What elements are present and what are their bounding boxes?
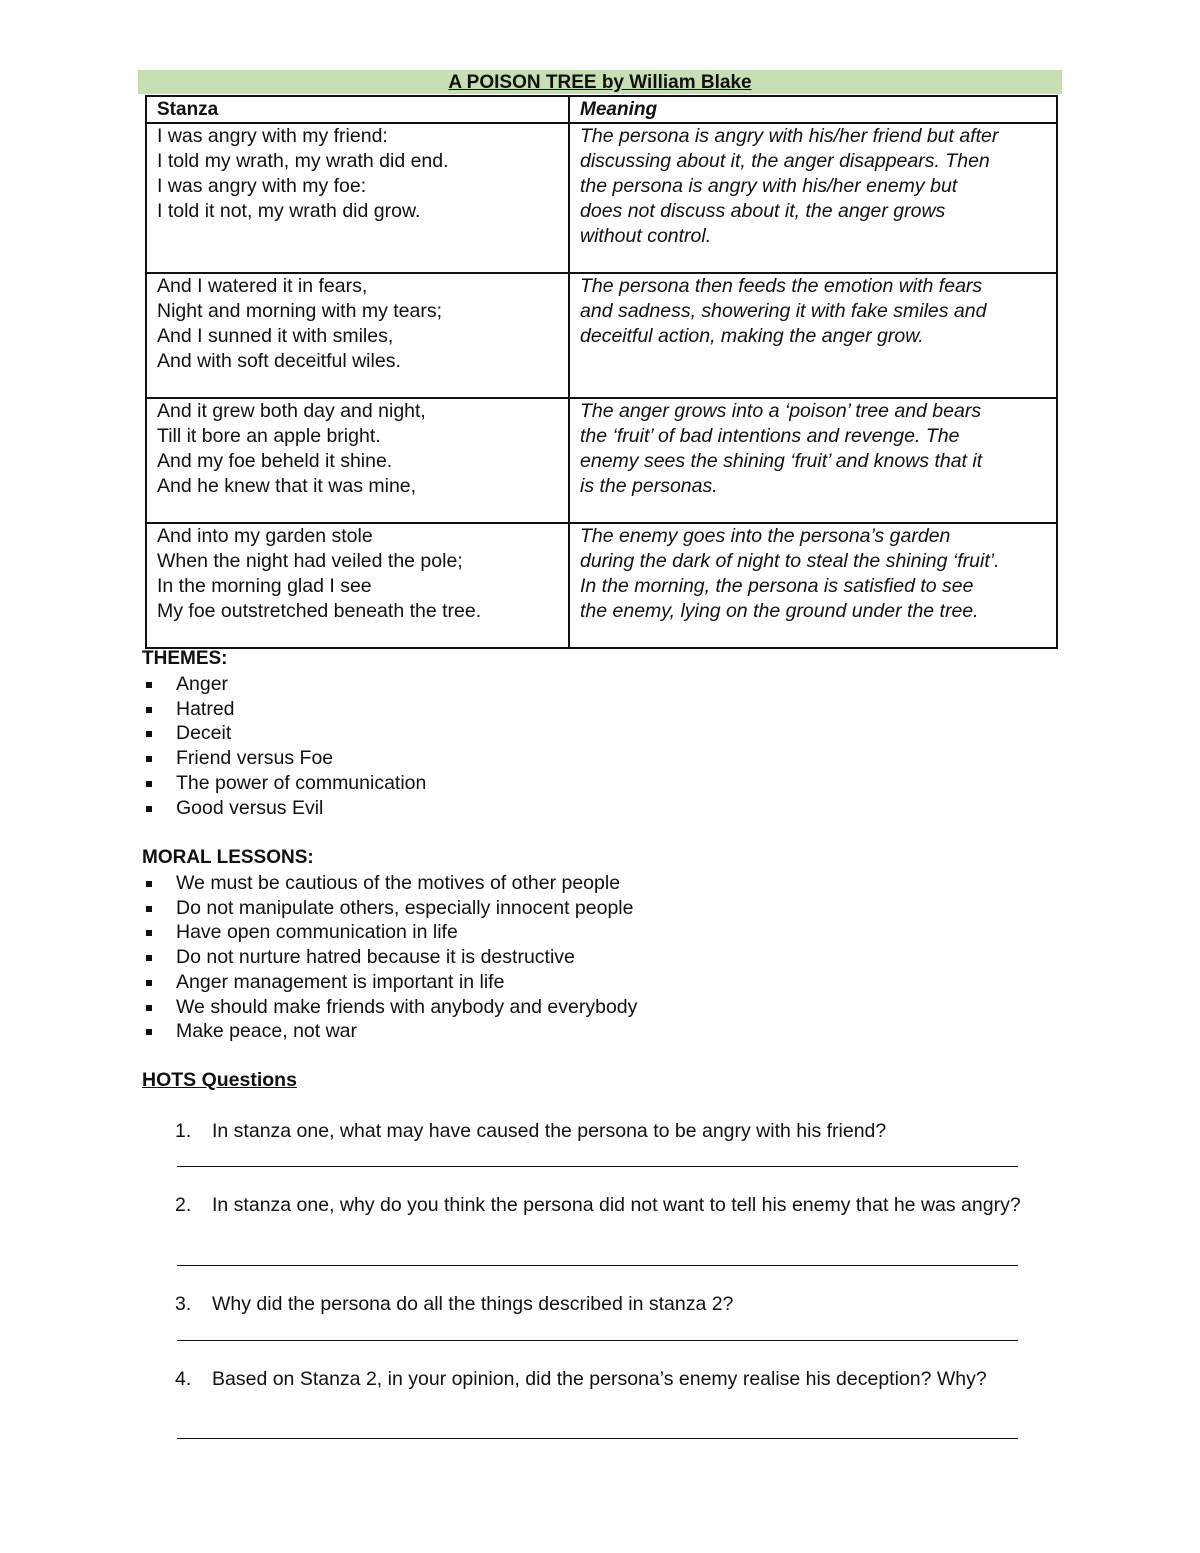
stanza-line: My foe outstretched beneath the tree. (157, 600, 482, 622)
stanza-line: I told my wrath, my wrath did end. (157, 150, 449, 172)
lesson-text: Make peace, not war (176, 1020, 358, 1043)
meaning-line: In the morning, the persona is satisfied to see (580, 575, 974, 597)
theme-text: Anger (176, 673, 229, 695)
bullet-icon (146, 707, 152, 713)
lesson-text: Do not nurture hatred because it is destructive (176, 946, 575, 969)
lesson-text: Do not manipulate others, especially innocent people (176, 896, 634, 919)
table-row (146, 398, 1057, 523)
meaning-line: during the dark of night to steal the shining ‘fruit’. (580, 550, 1000, 572)
hots-heading: HOTS Questions (142, 1069, 297, 1091)
answer-line-1[interactable] (177, 1166, 1018, 1167)
stanza-line: Till it bore an apple bright. (157, 425, 381, 447)
stanza-line: I was angry with my foe: (157, 175, 367, 197)
stanza-line: And into my garden stole (157, 525, 373, 547)
meaning-line: is the personas. (580, 475, 718, 497)
list-item (142, 970, 637, 995)
bullet-icon (146, 781, 152, 787)
question-3 (175, 1292, 1045, 1317)
theme-text: Hatred (176, 697, 235, 720)
list-item (142, 672, 426, 697)
meaning-line: deceitful action, making the anger grow. (580, 325, 924, 347)
table-header-row (146, 96, 1057, 123)
meaning-line: the enemy, lying on the ground under the tree. (580, 600, 979, 622)
lesson-text: Have open communication in life (176, 921, 458, 944)
question-text: Based on Stanza 2, in your opinion, did the persona’s enemy realise his deception? Why? (212, 1368, 987, 1390)
meaning-line: without control. (580, 225, 712, 247)
list-item (142, 920, 637, 945)
meaning-line: enemy sees the shining ‘fruit’ and knows that it (580, 450, 983, 472)
stanza-line: And I watered it in fears, (157, 275, 368, 297)
theme-text: The power of communication (176, 771, 427, 794)
theme-text: Deceit (176, 722, 232, 745)
stanza-cell (146, 523, 569, 648)
meaning-line: The persona then feeds the emotion with fears (580, 275, 983, 297)
list-item (142, 896, 637, 921)
table-row (146, 273, 1057, 398)
bullet-icon (146, 906, 152, 912)
bullet-icon (146, 980, 152, 986)
bullet-icon (146, 682, 152, 688)
moral-lessons-heading: MORAL LESSONS: (142, 847, 314, 868)
themes-list (142, 672, 426, 820)
stanza-line: When the night had veiled the pole; (157, 550, 463, 572)
stanza-line: I told it not, my wrath did grow. (157, 200, 421, 222)
list-item (142, 995, 637, 1020)
theme-text: Good versus Evil (176, 796, 324, 819)
meaning-line: does not discuss about it, the anger grows (580, 200, 946, 222)
bullet-icon (146, 756, 152, 762)
list-item (142, 771, 426, 796)
list-item (142, 945, 637, 970)
meaning-cell (569, 123, 1057, 273)
list-item (142, 1019, 637, 1044)
list-item (142, 697, 426, 722)
bullet-icon (146, 930, 152, 936)
stanza-line: In the morning glad I see (157, 575, 372, 597)
list-item (142, 871, 637, 896)
meaning-line: and sadness, showering it with fake smiles and (580, 300, 987, 322)
theme-text: Friend versus Foe (176, 747, 334, 770)
moral-lessons-list (142, 871, 637, 1044)
answer-line-4[interactable] (177, 1438, 1018, 1439)
meaning-line: The anger grows into a ‘poison’ tree and bears (580, 400, 982, 422)
stanza-cell (146, 123, 569, 273)
meaning-cell (569, 523, 1057, 648)
question-number: 3. (175, 1293, 192, 1315)
question-2 (175, 1193, 1045, 1218)
meaning-line: discussing about it, the anger disappears. Then (580, 150, 990, 172)
stanza-line: And he knew that it was mine, (157, 475, 417, 497)
bullet-icon (146, 1029, 152, 1035)
stanza-line: And my foe beheld it shine. (157, 450, 393, 472)
lesson-text: We should make friends with anybody and everybody (176, 995, 638, 1018)
worksheet-title: A POISON TREE by William Blake (138, 70, 1062, 94)
lesson-text: We must be cautious of the motives of other people (176, 872, 621, 894)
question-number: 1. (175, 1120, 192, 1142)
list-item (142, 796, 426, 821)
meaning-line: The persona is angry with his/her friend but after (580, 125, 999, 147)
meaning-line: the persona is angry with his/her enemy but (580, 175, 958, 197)
question-text: In stanza one, why do you think the persona did not want to tell his enemy that he was angry? (212, 1194, 1021, 1216)
bullet-icon (146, 806, 152, 812)
lesson-text: Anger management is important in life (176, 970, 505, 993)
meaning-line: the ‘fruit’ of bad intentions and revenge. The (580, 425, 960, 447)
bullet-icon (146, 955, 152, 961)
question-number: 4. (175, 1368, 192, 1390)
question-text: Why did the persona do all the things described in stanza 2? (212, 1293, 734, 1315)
question-text: In stanza one, what may have caused the persona to be angry with his friend? (212, 1120, 887, 1142)
stanza-cell (146, 398, 569, 523)
bullet-icon (146, 731, 152, 737)
list-item (142, 721, 426, 746)
question-1 (175, 1119, 1045, 1144)
meaning-cell (569, 398, 1057, 523)
stanza-line: Night and morning with my tears; (157, 300, 443, 322)
meaning-column-header: Meaning (569, 96, 1057, 123)
stanza-line: And with soft deceitful wiles. (157, 350, 401, 372)
stanza-column-header: Stanza (146, 96, 569, 123)
bullet-icon (146, 881, 152, 887)
themes-heading: THEMES: (142, 648, 228, 669)
list-item (142, 746, 426, 771)
poem-table (145, 95, 1058, 649)
question-number: 2. (175, 1194, 192, 1216)
bullet-icon (146, 1005, 152, 1011)
stanza-line: I was angry with my friend: (157, 125, 388, 147)
answer-line-3[interactable] (177, 1340, 1018, 1341)
question-4 (175, 1367, 1045, 1392)
stanza-line: And it grew both day and night, (157, 400, 426, 422)
meaning-cell (569, 273, 1057, 398)
stanza-cell (146, 273, 569, 398)
table-row (146, 523, 1057, 648)
stanza-line: And I sunned it with smiles, (157, 325, 394, 347)
answer-line-2[interactable] (177, 1265, 1018, 1266)
meaning-line: The enemy goes into the persona’s garden (580, 525, 951, 547)
table-row (146, 123, 1057, 273)
